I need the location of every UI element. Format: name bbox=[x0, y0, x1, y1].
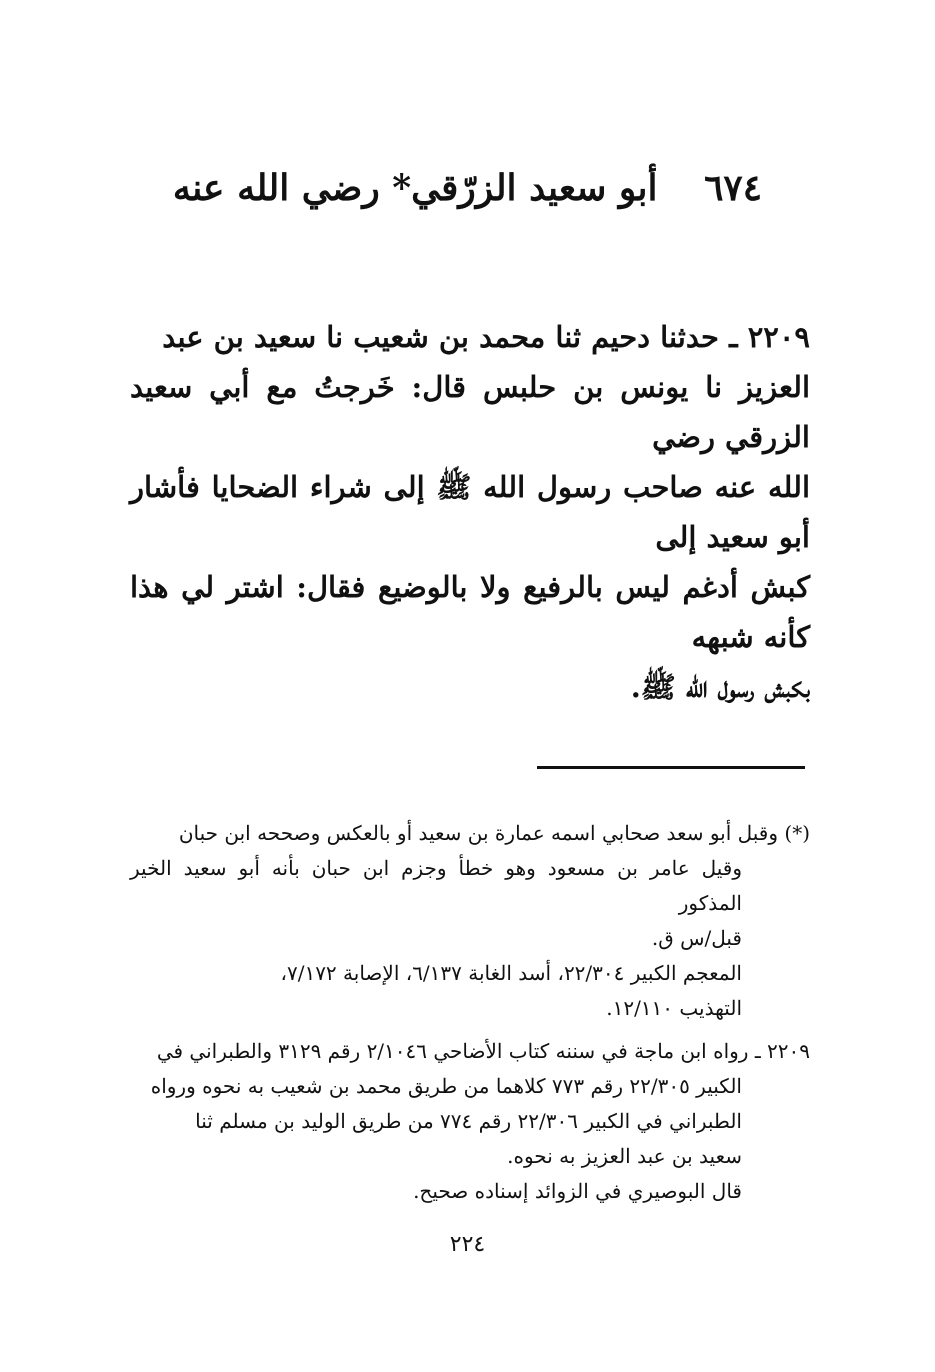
footnote-line bbox=[130, 816, 810, 851]
footnote-line: الكبير ٢٢/٣٠٥ رقم ٧٧٣ كلاهما من طريق محمد بن شعيب به نحوه ورواه bbox=[150, 1074, 742, 1098]
page-number: ٢٢٤ bbox=[449, 1232, 486, 1257]
footnote-marker: (*) bbox=[784, 821, 810, 845]
chapter-number: ٦٧٤ bbox=[704, 167, 763, 209]
footnote-line bbox=[130, 1034, 810, 1069]
chapter-title: أبو سعيد الزرّقي* رضي الله عنه bbox=[172, 167, 658, 209]
footnote-line-text: وقبل أبو سعد صحابي اسمه عمارة بن سعيد أو بالعكس وصححه ابن حبان bbox=[178, 821, 779, 845]
chapter-heading bbox=[0, 160, 935, 216]
hadith-line: كبش أدغم ليس بالرفيع ولا بالوضيع فقال: اشتر لي هذا كأنه شبهه bbox=[130, 570, 810, 654]
footnote-line: قال البوصيري في الزوائد إسناده صحيح. bbox=[413, 1179, 742, 1203]
footnote-line: الطبراني في الكبير ٢٢/٣٠٦ رقم ٧٧٤ من طريق الوليد بن مسلم ثنا bbox=[195, 1109, 742, 1133]
footnote-marker: ٢٢٠٩ ـ bbox=[754, 1039, 810, 1063]
hadith-line: الله عنه صاحب رسول الله ﷺ إلى شراء الضحايا فأشار أبو سعيد إلى bbox=[130, 470, 810, 554]
hadith-line: بكبش رسول الله ﷺ. bbox=[630, 670, 810, 704]
footnote-line: وقيل عامر بن مسعود وهو خطأ وجزم ابن حبان بأنه أبو سعيد الخير المذكور bbox=[130, 856, 742, 915]
hadith-line bbox=[130, 312, 810, 362]
hadith-line: العزيز نا يونس بن حلبس قال: خَرجتُ مع أبي سعيد الزرقي رضي bbox=[130, 370, 810, 454]
footnote-line-text: رواه ابن ماجة في سننه كتاب الأضاحي ٢/١٠٤٦ رقم ٣١٢٩ والطبراني في bbox=[156, 1039, 749, 1063]
hadith-number: ٢٢٠٩ ـ bbox=[729, 320, 810, 354]
footnote-hadith bbox=[130, 1034, 810, 1209]
footnote-separator bbox=[537, 766, 805, 769]
hadith-text bbox=[130, 312, 810, 712]
footnote-line: التهذيب ١٢/١١٠. bbox=[606, 996, 742, 1020]
footnotes bbox=[130, 816, 810, 1217]
hadith-line-text: حدثنا دحيم ثنا محمد بن شعيب نا سعيد بن عبد bbox=[162, 320, 719, 354]
footnote-narrator bbox=[130, 816, 810, 1026]
footnote-line: قبل/س ق. bbox=[651, 926, 742, 950]
footnote-line: المعجم الكبير ٢٢/٣٠٤، أسد الغابة ٦/١٣٧، الإصابة ٧/١٧٢، bbox=[280, 961, 742, 985]
footnote-line: سعيد بن عبد العزيز به نحوه. bbox=[507, 1144, 742, 1168]
